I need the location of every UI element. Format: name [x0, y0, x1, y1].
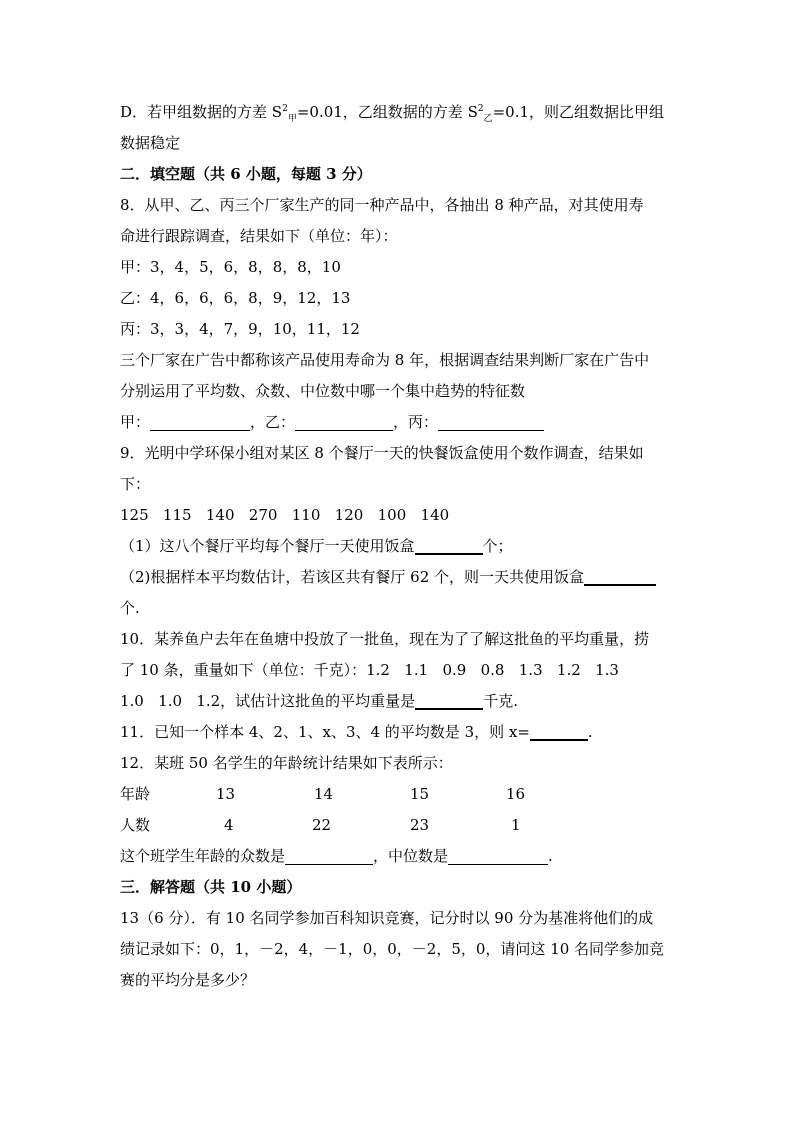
option-d-line-2: 数据稳定 — [120, 134, 181, 152]
q8-answer-line: 甲： ，乙： ，丙： — [120, 407, 680, 438]
q12-table-row-age — [120, 779, 680, 810]
q9-blank-2[interactable] — [584, 566, 656, 586]
q8-data-yi: 乙：4，6，6，6，8，9，12，13 — [120, 289, 351, 307]
table-cell: 22 — [312, 816, 332, 834]
q12-line-1: 12．某班 50 名学生的年龄统计结果如下表所示： — [120, 754, 453, 772]
q9-part-2-cont: 个. — [120, 599, 140, 617]
table-cell: 23 — [410, 816, 430, 834]
q10-line-2: 了 10 条，重量如下（单位：千克）：1.2 1.1 0.9 0.8 1.3 1.2 1.3 — [120, 661, 619, 679]
q12-question-line: 这个班学生年龄的众数是 ，中位数是 . — [120, 847, 553, 865]
q9-part-1: （1）这八个餐厅平均每个餐厅一天使用饭盒 个； — [120, 537, 513, 555]
q9-line-1: 9．光明中学环保小组对某区 8 个餐厅一天的快餐饭盒使用个数作调查，结果如 — [120, 444, 644, 462]
q9-blank-1[interactable] — [415, 535, 483, 555]
q9-data: 125 115 140 270 110 120 100 140 — [120, 506, 450, 524]
table-cell: 15 — [410, 785, 430, 803]
table-cell: 13 — [216, 785, 236, 803]
q8-line-7: 分别运用了平均数、众数、中位数中哪一个集中趋势的特征数 — [120, 382, 526, 400]
q8-blank-yi[interactable] — [295, 412, 393, 431]
q12-table-row-count — [120, 810, 680, 841]
table-cell: 14 — [314, 785, 334, 803]
table-cell: 4 — [224, 816, 234, 834]
document-page — [120, 97, 680, 996]
table-cell: 1 — [511, 816, 521, 834]
q11-blank[interactable] — [530, 721, 588, 741]
table-cell: 16 — [506, 785, 526, 803]
section-3-heading: 三．解答题（共 10 小题） — [120, 878, 302, 896]
q13-line-3: 赛的平均分是多少？ — [120, 971, 256, 989]
q11-line: 11．已知一个样本 4、2、1、x、3、4 的平均数是 3，则 x= . — [120, 723, 593, 741]
q13-line-2: 绩记录如下：0，1，－2，4，－1，0，0，－2，5，0，请问这 10 名同学参加竞 — [120, 940, 665, 958]
q8-blank-jia[interactable] — [150, 412, 250, 431]
option-d-line-1: D．若甲组数据的方差 $S^2_甲=0.01$，乙组数据的方差 $S^2_乙=0.1$，则乙组数据比甲组 — [120, 103, 665, 124]
q8-line-6: 三个厂家在广告中都称该产品使用寿命为 8 年，根据调查结果判断厂家在广告中 — [120, 351, 650, 369]
q10-blank[interactable] — [415, 690, 483, 710]
q8-line-2: 命进行跟踪调查，结果如下（单位：年）： — [120, 227, 398, 245]
q9-part-2: （2)根据样本平均数估计，若该区共有餐厅 62 个，则一天共使用饭盒 — [120, 562, 680, 593]
q8-data-jia: 甲：3，4，5，6，8，8，8，10 — [120, 258, 341, 276]
q10-line-3: 1.0 1.0 1.2，试估计这批鱼的平均重量是 千克. — [120, 692, 518, 710]
q13-line-1: 13（6 分）．有 10 名同学参加百科知识竞赛，记分时以 90 分为基准将他们的成 — [120, 909, 654, 927]
q9-line-2: 下： — [120, 475, 151, 493]
section-2-heading: 二．填空题（共 6 小题，每题 3 分） — [120, 165, 372, 183]
table-cell: 年龄 — [120, 785, 151, 803]
table-cell: 人数 — [120, 816, 151, 834]
q8-data-bing: 丙：3，3，4，7，9，10，11，12 — [120, 320, 360, 338]
q12-blank-median[interactable] — [448, 846, 548, 865]
q8-blank-bing[interactable] — [438, 412, 544, 431]
q8-line-1: 8．从甲、乙、丙三个厂家生产的同一种产品中，各抽出 8 种产品，对其使用寿 — [120, 196, 644, 214]
q12-blank-mode[interactable] — [285, 846, 373, 865]
q10-line-1: 10．某养鱼户去年在鱼塘中投放了一批鱼，现在为了了解这批鱼的平均重量，捞 — [120, 630, 650, 648]
